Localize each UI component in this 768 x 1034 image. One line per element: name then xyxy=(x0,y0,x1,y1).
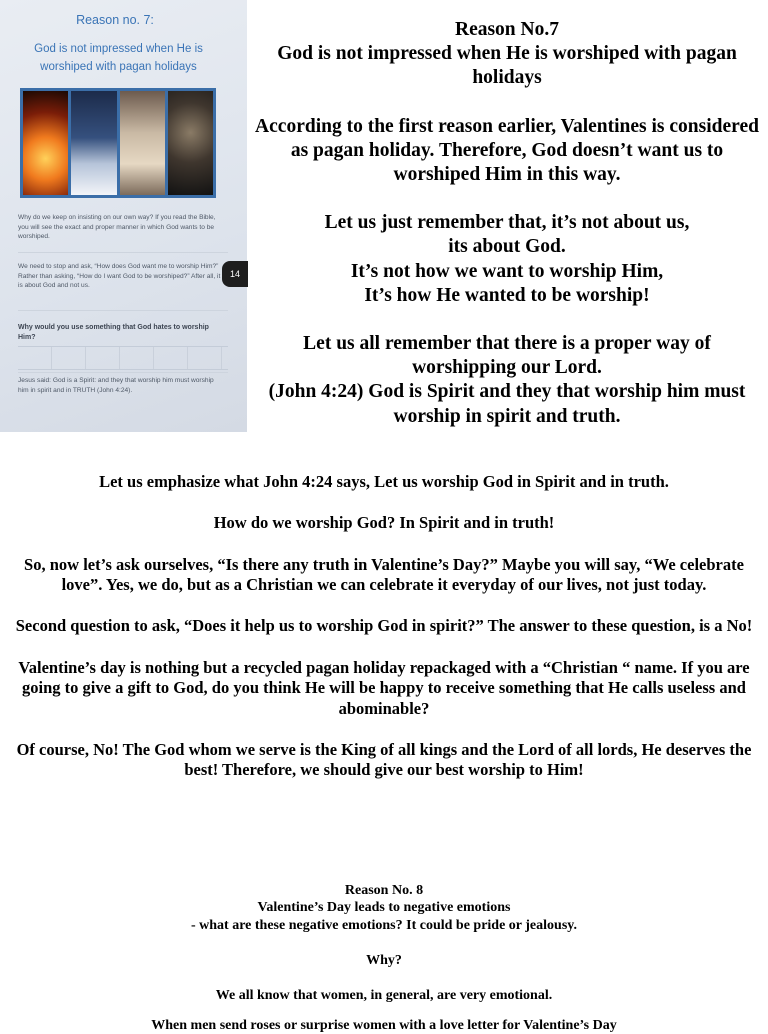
page-number-badge: 14 xyxy=(222,261,248,287)
reason-8-question: - what are these negative emotions? It could be pride or jealousy. xyxy=(190,917,577,933)
body-paragraph: Of course, No! The God whom we serve is the King of all kings and the Lord of all lords, He deserves the best! Therefore, we should give our best worship to Him! xyxy=(16,739,752,780)
reason-8-section xyxy=(4,882,764,1004)
why-line: Why? xyxy=(366,952,402,968)
photo-divider xyxy=(18,252,228,253)
photo-title: Reason no. 7: xyxy=(76,13,154,27)
photo-divider xyxy=(18,372,228,373)
photo-paragraph-1: Why do we keep on insisting on our own way? If you read the Bible, you will see the exact and proper manner in which God wants to be worshiped. xyxy=(18,214,216,241)
body-paragraph: So, now let’s ask ourselves, “Is there any truth in Valentine’s Day?” Maybe you will say, “We celebrate love”. Yes, we do, but as a Christian we can celebrate it everyday of our lives, not just today. xyxy=(24,554,744,595)
reason-8-paragraph: We all know that women, in general, are very emotional. xyxy=(215,987,553,1003)
body-paragraph: Valentine’s day is nothing but a recycled pagan holiday repackaged with a “Christian “ name. If you are going to give a gift to God, do you think He will be happy to receive something that He calls useless and abominable? xyxy=(18,657,750,718)
moon-image xyxy=(71,91,116,195)
photo-subtitle: God is not impressed when He is worshiped with pagan holidays xyxy=(34,43,203,73)
remember-line-1: Let us just remember that, it’s not about us, xyxy=(324,212,690,234)
reason-8-subheading: Valentine’s Day leads to negative emotions xyxy=(257,900,511,916)
reason-7-heading: Reason No.7 xyxy=(454,19,559,40)
reason-8-heading: Reason No. 8 xyxy=(344,883,424,898)
reason-7-subheading: God is not impressed when He is worshiped with pagan holidays xyxy=(277,43,737,89)
photo-paragraph-2: We need to stop and ask, “How does God want me to worship Him?” Rather than asking, “How do I want God to be worshiped?” After all, it is about God and not us. xyxy=(18,263,221,290)
pagan-images-collage xyxy=(20,88,216,198)
body-paragraph: Let us emphasize what John 4:24 says, Let us worship God in Spirit and in truth. xyxy=(99,472,669,491)
reason-7-section xyxy=(252,18,762,429)
remember-line-2: its about God. xyxy=(448,236,566,258)
cut-off-line: When men send roses or surprise women with a love letter for Valentine’s Day xyxy=(151,1018,617,1033)
body-paragraph: How do we worship God? In Spirit and in truth! xyxy=(213,513,555,533)
body-text xyxy=(4,472,764,802)
body-paragraph: Second question to ask, “Does it help us to worship God in spirit?” The answer to these question, is a No! xyxy=(15,616,753,636)
reason-7-paragraph: According to the first reason earlier, Valentines is considered as pagan holiday. Therefore, God doesn’t want us to worshiped Him in this way. xyxy=(255,115,759,186)
photo-paragraph-4: Jesus said: God is a Spirit: and they that worship him must worship him in spirit and in TRUTH (John 4:24). xyxy=(18,377,214,394)
fire-image xyxy=(23,91,68,195)
photo-divider xyxy=(18,310,228,311)
remember-line-4: It’s how He wanted to be worship! xyxy=(364,284,650,306)
photo-question: Why would you use something that God hates to worship Him? xyxy=(18,324,209,341)
photo-table xyxy=(18,346,228,370)
ancient-statue-image xyxy=(168,91,213,195)
remember-line-3: It’s not how we want to worship Him, xyxy=(350,260,664,282)
goddess-idol-image xyxy=(120,91,165,195)
proper-way-paragraph: Let us all remember that there is a proper way of worshipping our Lord. xyxy=(303,333,711,379)
booklet-photo xyxy=(0,0,247,432)
john-4-24-quote: (John 4:24) God is Spirit and they that worship him must worship in spirit and truth. xyxy=(268,381,746,427)
